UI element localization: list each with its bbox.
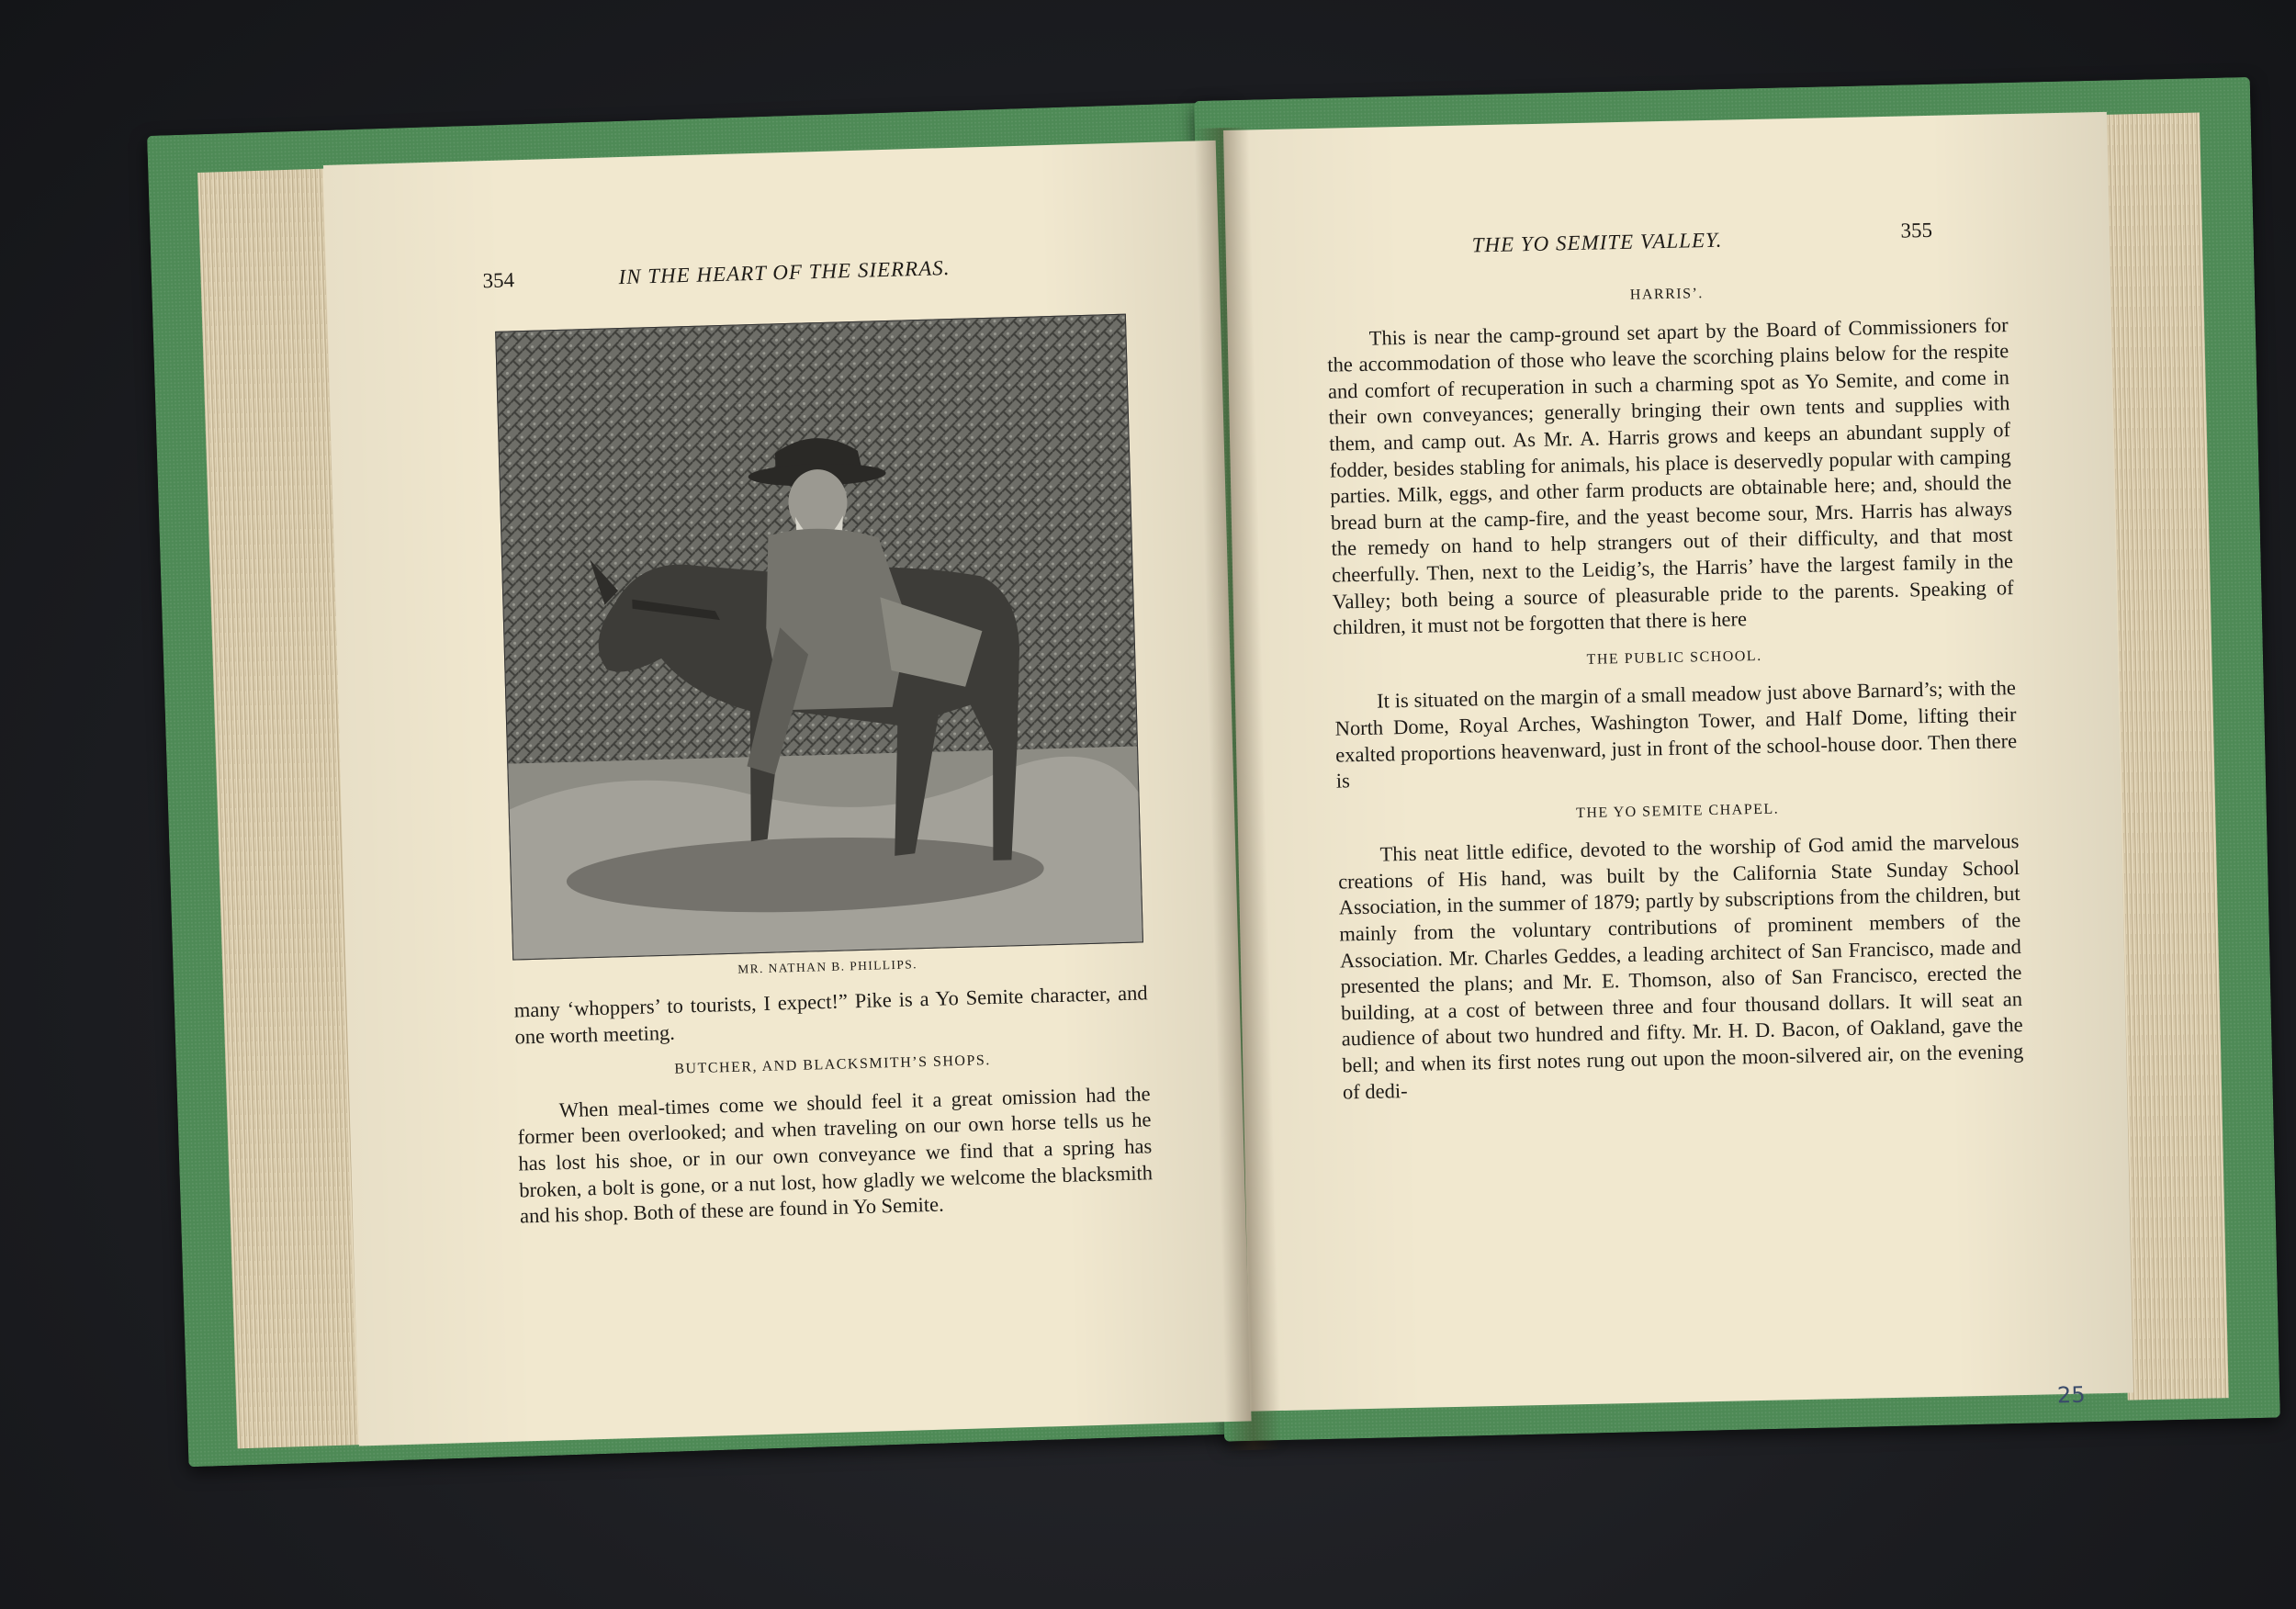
- page-number-right: 355: [1900, 218, 1933, 242]
- right-page-text: [1325, 264, 2024, 1106]
- section-heading-chapel: THE YO SEMITE CHAPEL.: [1575, 801, 1780, 821]
- section-heading-butcher: BUTCHER, AND BLACKSMITH’S SHOPS.: [674, 1052, 991, 1077]
- section-heading-school: THE PUBLIC SCHOOL.: [1586, 647, 1762, 668]
- running-head-right: THE YO SEMITE VALLEY.: [1471, 228, 1723, 257]
- paragraph-continued: many ‘whoppers’ to tourists, I expect!” Pike is a Yo Semite character, and one worth meeting.: [513, 981, 1148, 1049]
- photo-caption: MR. NATHAN B. PHILLIPS.: [737, 957, 918, 976]
- paragraph-chapel: This neat little edifice, devoted to the worship of God amid the marvelous creations of His hand, was built by the California State Sunday School Association, in the summer of 1879; partly by subscriptions from the children, but mainly from the voluntary contributions of prominent members of the Association. Mr. Charles Geddes, a leading architect of San Francisco, made and presented the plans; and Mr. E. Thomson, also of San Francisco, erected the building, at a cost of between three and four thousand dollars. It will seat an audience of about two hundred and fifty. Mr. H. D. Bacon, of Oakland, gave the bell; and when its first notes rung out upon the moon-silvered air, on the evening of dedi-: [1337, 829, 2024, 1104]
- section-heading-harris: HARRIS’.: [1629, 286, 1705, 303]
- running-head-left: IN THE HEART OF THE SIERRAS.: [618, 255, 951, 289]
- paragraph-school: It is situated on the margin of a small meadow just above Barnard’s; with the North Dome, Royal Arches, Washington Tower, and Half Dome, lifting their exalted proportions heavenward, just in front of the school-house door. Then there is: [1334, 676, 2018, 793]
- paragraph-butcher: When meal-times come we should feel it a great omission had the former been overlooked; and when traveling on our own horse tells us he has lost his shoe, or in our own conveyance we find that a spring has broken, a bolt is gone, or a nut lost, how gladly we welcome the blacksmith and his shop. Both of these are found in Yo Semite.: [517, 1082, 1154, 1228]
- left-page: [323, 141, 1252, 1446]
- right-page: [1223, 112, 2133, 1412]
- portrait-photo: [495, 314, 1143, 961]
- paragraph-harris: This is near the camp-ground set apart by the Board of Commissioners for the accommodation of those who leave the scorching plains below for the respite and comfort of recuperation in such a charming spot as Yo Semite, and come in their own conveyances; generally bringing their own tents and supplies with them, and camp out. As Mr. A. Harris grows and keeps an abundant supply of fodder, besides stabling for animals, his place is deservedly popular with camping parties. Milk, eggs, and other farm products are obtainable here; and, should the bread burn at the camp-fire, and the yeast become sour, Mrs. Harris has always the remedy on hand to help strangers out of their difficulty, and that most cheerfully. Then, next to the Leidig’s, the Harris’ have the largest family in the Valley; both being a source of pleasurable pride to the parents. Speaking of children, it must not be forgotten that there is here: [1327, 312, 2014, 639]
- page-number-left: 354: [482, 268, 515, 293]
- corner-mark: 25: [2056, 1381, 2086, 1409]
- left-page-text: [513, 980, 1154, 1230]
- photo-illustration: [496, 315, 1142, 960]
